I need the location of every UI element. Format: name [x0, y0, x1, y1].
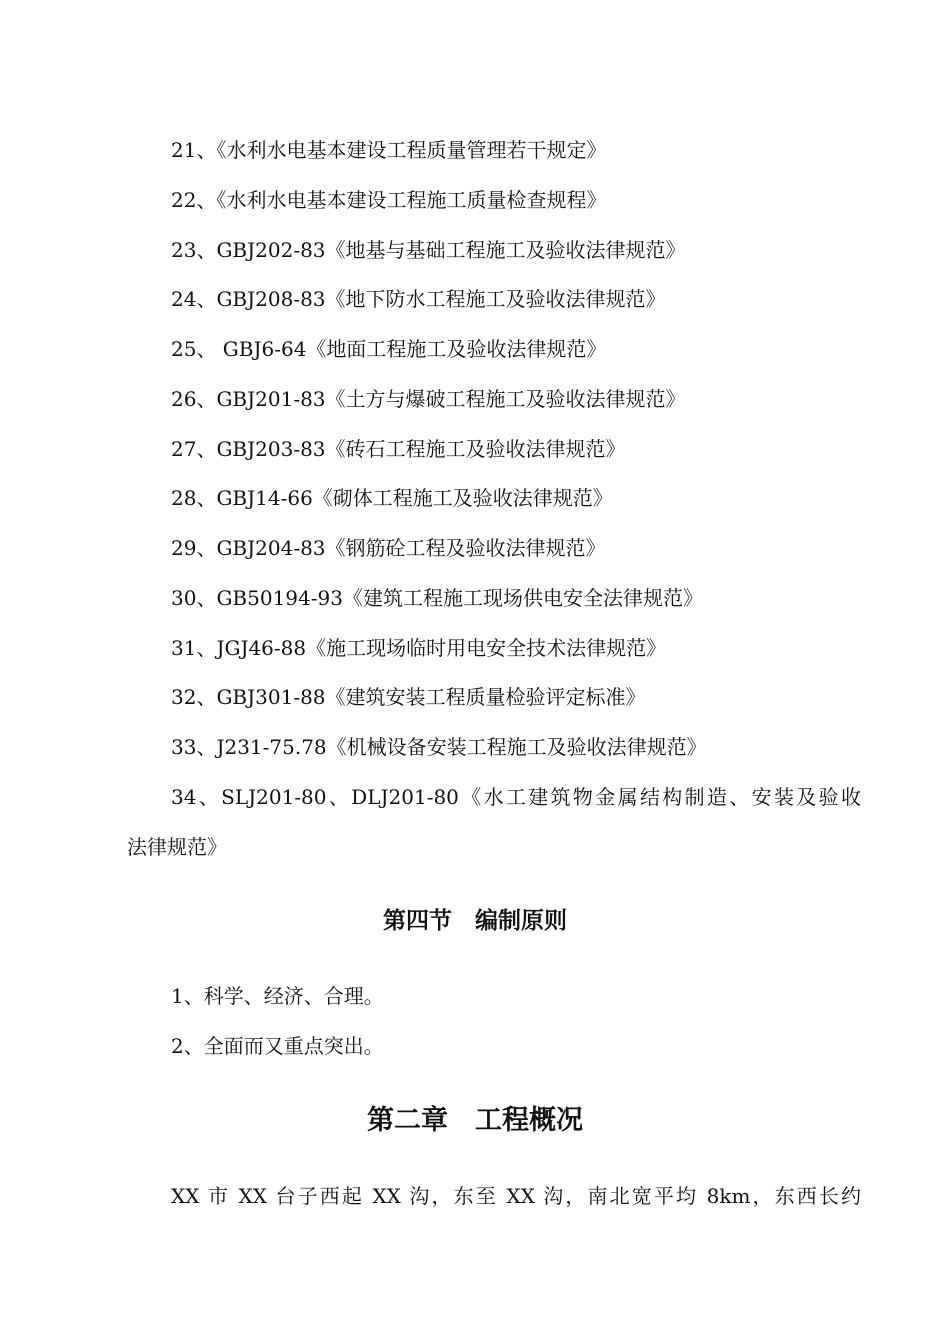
reference-item-28: 28、GBJ14-66《砌体工程施工及验收法律规范》 [171, 486, 613, 510]
principle-item-1: 1、科学、经济、合理。 [171, 984, 384, 1008]
reference-item-27: 27、GBJ203-83《砖石工程施工及验收法律规范》 [171, 437, 626, 461]
reference-item-26: 26、GBJ201-83《土方与爆破工程施工及验收法律规范》 [171, 387, 686, 411]
reference-item-29: 29、GBJ204-83《钢筋砼工程及验收法律规范》 [171, 536, 606, 560]
reference-item-30: 30、GB50194-93《建筑工程施工现场供电安全法律规范》 [171, 586, 703, 610]
reference-item-24: 24、GBJ208-83《地下防水工程施工及验收法律规范》 [171, 287, 666, 311]
principle-item-2: 2、全面而又重点突出。 [171, 1034, 384, 1058]
reference-item-25: 25、 GBJ6-64《地面工程施工及验收法律规范》 [171, 337, 607, 361]
section-heading: 第四节 编制原则 [383, 908, 567, 934]
reference-item-32: 32、GBJ301-88《建筑安装工程质量检验评定标准》 [171, 685, 646, 709]
reference-item-23: 23、GBJ202-83《地基与基础工程施工及验收法律规范》 [171, 238, 686, 262]
reference-item-33: 33、J231-75.78《机械设备安装工程施工及验收法律规范》 [171, 735, 707, 759]
reference-item-34-line2: 法律规范》 [127, 835, 227, 859]
reference-item-31: 31、JGJ46-88《施工现场临时用电安全技术法律规范》 [171, 636, 667, 660]
reference-item-22: 22、《水利水电基本建设工程施工质量检查规程》 [171, 188, 607, 212]
chapter-heading: 第二章 工程概况 [367, 1105, 583, 1136]
overview-paragraph: XX 市 XX 台子西起 XX 沟，东至 XX 沟，南北宽平均 8km，东西长约 [171, 1184, 861, 1208]
reference-item-34-line1: 34、SLJ201-80、DLJ201-80《水工建筑物金属结构制造、安装及验收 [171, 785, 861, 809]
reference-item-21: 21、《水利水电基本建设工程质量管理若干规定》 [171, 138, 607, 162]
